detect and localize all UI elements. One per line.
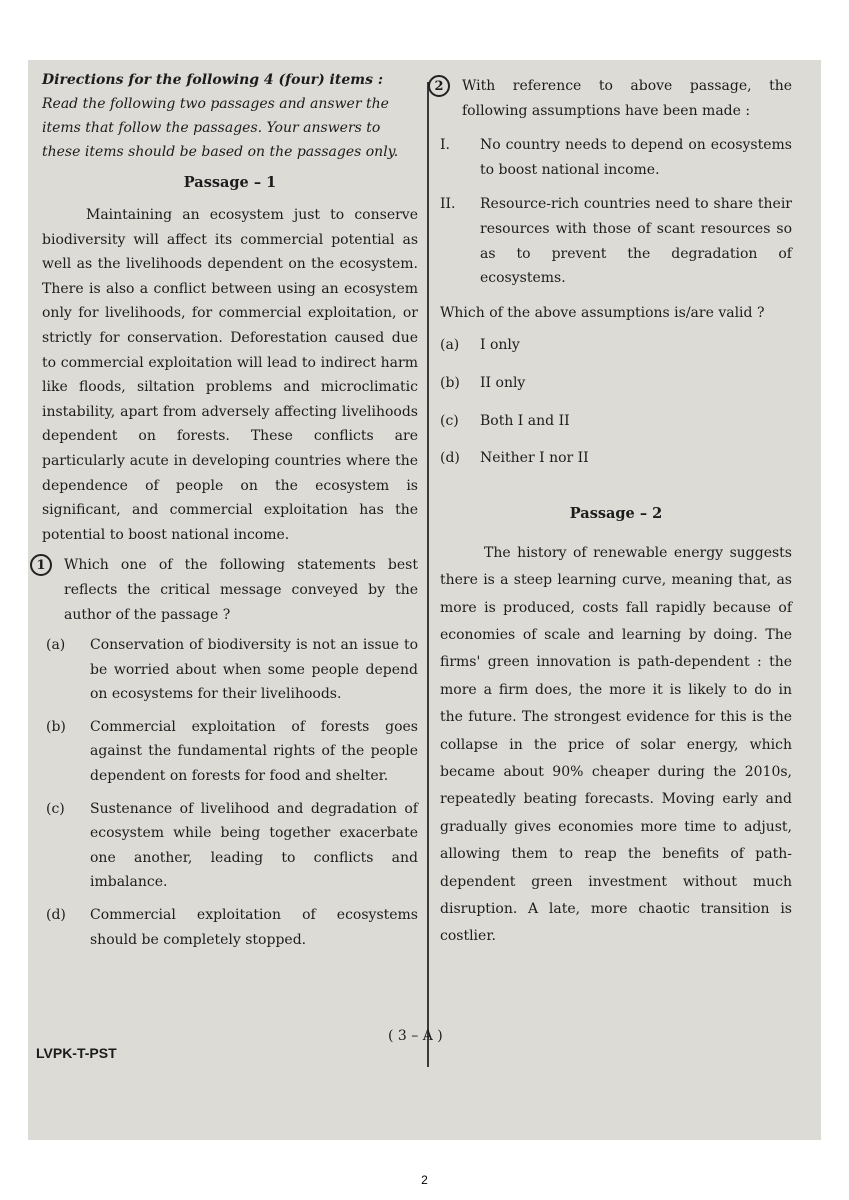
statement-label: II. [440, 196, 456, 213]
question-2-number: 2 [428, 75, 450, 97]
question-2-option-c [440, 409, 792, 434]
question-2-ask: Which of the above assumptions is/are valid ? [440, 304, 765, 321]
question-1-option-c [42, 797, 418, 895]
right-column [434, 74, 792, 951]
option-label: (d) [440, 450, 460, 467]
column-divider [427, 82, 429, 1067]
option-text: Neither I nor II [480, 450, 589, 467]
passage-2-title: Passage – 2 [569, 504, 663, 522]
option-label: (c) [46, 800, 65, 817]
directions-heading: Directions for the following 4 (four) items : [42, 72, 383, 88]
passage-1-title: Passage – 1 [183, 174, 277, 191]
option-label: (a) [440, 337, 460, 354]
question-1-text: Which one of the following statements best reflects the critical message conveyed by the author of the passage ? [64, 557, 418, 623]
directions-body: Read the following two passages and answer the items that follow the passages. Your answers to these items should be based on the passages only. [42, 96, 399, 160]
question-2 [434, 74, 792, 123]
question-1-option-b [42, 715, 418, 789]
question-2-option-d [440, 446, 792, 471]
statement-2 [440, 192, 792, 290]
question-2-text: With reference to above passage, the following assumptions have been made : [462, 78, 792, 119]
statement-1 [440, 133, 792, 182]
option-label: (c) [440, 412, 459, 429]
option-text: Sustenance of livelihood and degradation of ecosystem while being together exacerbate one another, leading to conflicts and imbalance. [90, 800, 418, 891]
question-1-option-d [42, 903, 418, 952]
statement-text: Resource-rich countries need to share their resources with those of scant resources so as to prevent the degradation of ecosystems. [480, 196, 792, 287]
passage-1-text: Maintaining an ecosystem just to conserve biodiversity will affect its commercial potential as well as the livelihoods dependent on the ecosystem. There is also a conflict between using an ecosystem only for livelihoods, for commercial exploitation, or strictly for conservation. Deforestation caused due to commercial exploitation will lead to indirect harm like floods, siltation problems and microclimatic instability, apart from adversely affecting livelihoods dependent on forests. These conflicts are particularly acute in developing countries where the dependence of people on the ecosystem is significant, and commercial exploitation has the potential to boost national income. [42, 207, 418, 543]
option-text: Commercial exploitation of ecosystems should be completely stopped. [90, 907, 418, 948]
statement-text: No country needs to depend on ecosystems to boost national income. [480, 137, 792, 178]
statement-label: I. [440, 137, 450, 154]
option-label: (b) [440, 374, 460, 391]
question-2-options [440, 333, 792, 470]
option-text: Commercial exploitation of forests goes against the fundamental rights of the people dependent on forests for food and shelter. [90, 718, 418, 785]
passage-2-text: The history of renewable energy suggests there is a steep learning curve, meaning that, as more is produced, costs fall rapidly because of economies of scale and learning by doing. The firms' green innovation is path-dependent : the more a firm does, the more it is likely to do in the future. The strongest evidence for this is the collapse in the price of solar energy, which became about 90% cheaper during the 2010s, repeatedly beating forecasts. Moving early and gradually gives economies more time to adjust, allowing them to reap the benefits of path-dependent green investment without much disruption. A late, more chaotic transition is costlier. [440, 544, 792, 945]
footer-booklet-code: LVPK-T-PST [36, 1045, 117, 1061]
option-label: (b) [46, 718, 66, 735]
option-text: II only [480, 374, 526, 391]
question-2-option-a [440, 333, 792, 358]
footer-page-code: ( 3 – A ) [388, 1028, 443, 1044]
question-2-option-b [440, 371, 792, 396]
page-number: 2 [421, 1173, 428, 1187]
option-label: (a) [46, 637, 66, 654]
question-1 [36, 553, 418, 627]
option-text: Both I and II [480, 412, 570, 429]
option-label: (d) [46, 907, 66, 924]
question-2-statements [440, 133, 792, 291]
option-text: Conservation of biodiversity is not an issue to be worried about when some people depend on ecosystems for their livelihoods. [90, 637, 418, 703]
option-text: I only [480, 337, 520, 354]
exam-sheet [28, 60, 821, 1140]
left-column [36, 68, 418, 960]
question-1-number: 1 [30, 554, 52, 576]
question-1-options [42, 633, 418, 952]
question-1-option-a [42, 633, 418, 707]
